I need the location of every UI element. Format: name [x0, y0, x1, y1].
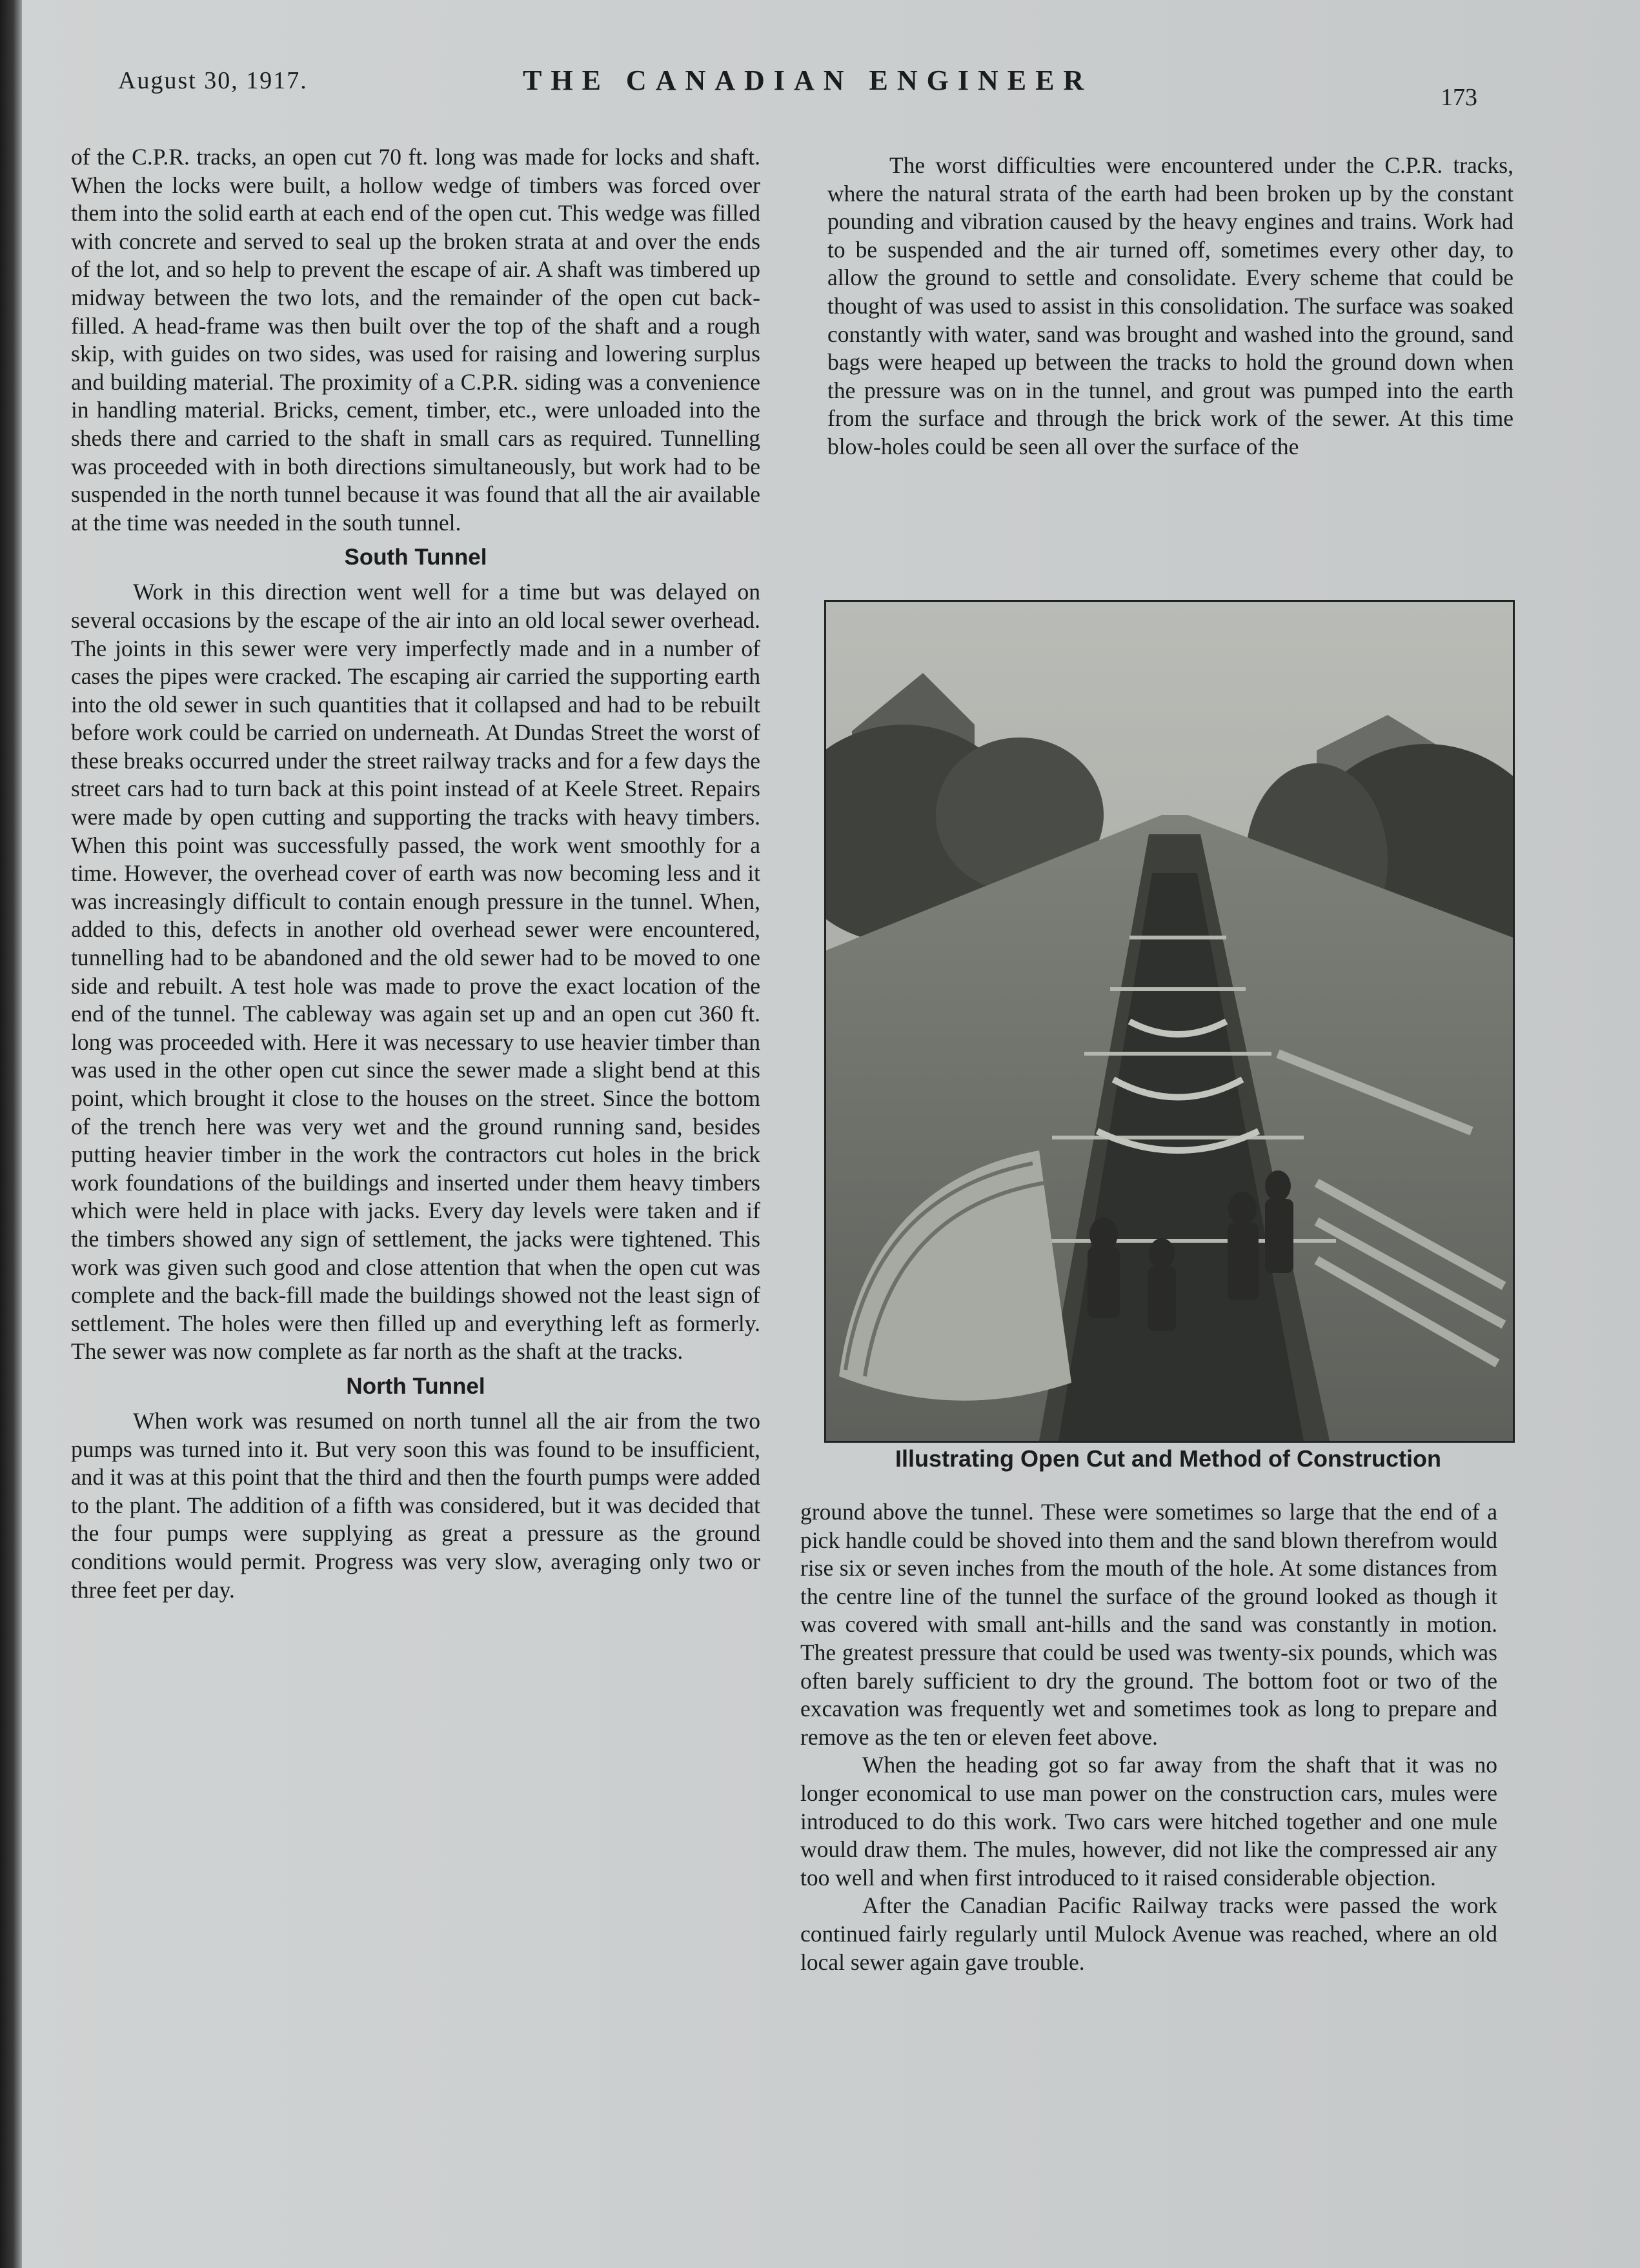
left-column	[71, 143, 760, 1604]
issue-date: August 30, 1917.	[118, 67, 308, 94]
paragraph-mulock-avenue: After the Canadian Pacific Railway tracks were passed the work continued fairly regularly until Mulock Avenue was reached, where an old local sewer again gave trouble.	[800, 1892, 1497, 1975]
paragraph-south-tunnel: Work in this direction went well for a time but was delayed on several occasions by the escape of the air into an old local sewer overhead. The joints in this sewer were very imperfectly made and in a number of cases the pipes were cracked. The escaping air carried the supporting earth into the old sewer in such quantities that it collapsed and had to be rebuilt before work could be carried on underneath. At Dundas Street the worst of these breaks occurred under the street railway tracks and for a few days the street cars had to turn back at this point instead of at Keele Street. Repairs were made by open cutting and supporting the tracks with heavy timbers. When this point was successfully passed, the work went smoothly for a time. However, the overhead cover of earth was now becoming less and it was increasingly difficult to contain enough pressure in the tunnel. When, added to this, defects in another old overhead sewer were encountered, tunnelling had to be abandoned and the old sewer had to be moved to one side and rebuilt. A test hole was made to prove the exact location of the end of the tunnel. The cableway was again set up and an open cut 360 ft. long was proceeded with. Here it was necessary to use heavier timber than was used in the other open cut since the sewer made a slight bend at this point, which brought it close to the houses on the street. Since the bottom of the trench here was very wet and the ground running sand, besides putting heavier timber in the work the contractors cut holes in the brick work foundations of the buildings and inserted under them heavy timbers which were held in place with jacks. Every day levels were taken and if the timbers showed any sign of settlement, the jacks were tightened. This work was given such good and close attention that when the open cut was complete and the back-fill made the buildings showed not the least sign of settlement. The holes were then filled up and everything left as formerly. The sewer was now complete as far north as the shaft at the tracks.	[71, 579, 760, 1365]
journal-title: THE CANADIAN ENGINEER	[523, 65, 1093, 96]
section-heading-south-tunnel: South Tunnel	[344, 545, 487, 570]
paragraph-cpr-difficulties: The worst difficulties were encountered under the C.P.R. tracks, where the natural strata of the earth had been broken up by the constant pounding and vibration caused by the heavy engines and trains. Work had to be suspended and the air turned off, sometimes every other day, to allow the ground to settle and consolidate. Every scheme that could be thought of was used to assist in this consolidation. The surface was soaked constantly with water, sand was brought and washed into the ground, sand bags were heaped up between the tracks to hold the ground down when the pressure was on in the tunnel, and grout was pumped into the earth from the surface and through the brick work of the sewer. At this time blow-holes could be seen all over the surface of the	[827, 152, 1513, 459]
section-heading-north-tunnel: North Tunnel	[346, 1373, 485, 1399]
paragraph-mules: When the heading got so far away from the shaft that it was no longer economical to use man power on the construction cars, mules were introduced to do this work. Two cars were hitched together and one mule would draw them. The mules, however, did not like the compressed air any too well and when first introduced to it raised considerable objection.	[800, 1752, 1497, 1891]
right-column-top	[827, 152, 1513, 461]
binding-spine	[0, 0, 22, 2268]
paragraph-north-tunnel: When work was resumed on north tunnel all the air from the two pumps was turned into it. But very soon this was found to be insufficient, and it was at this point that the third and then the fourth pumps were added to the plant. The addition of a fifth was considered, but it was decided that the four pumps were supplying as great a pressure as the ground conditions would permit. Progress was very slow, averaging only two or three feet per day.	[71, 1407, 760, 1603]
page-number: 173	[1441, 84, 1477, 111]
paragraph-blow-holes: ground above the tunnel. These were sometimes so large that the end of a pick handle could be shoved into them and the sand blown therefrom would rise six or seven inches from the mouth of the hole. At some distances from the centre line of the tunnel the surface of the ground looked as though it was covered with small ant-hills and the sand was constantly in motion. The greatest pressure that could be used was twenty-six pounds, which was often barely sufficient to dry the ground. The bottom foot or two of the excavation was frequently wet and sometimes took as long to prepare and remove as the ten or eleven feet above.	[800, 1499, 1497, 1750]
figure-caption: Illustrating Open Cut and Method of Construction	[895, 1445, 1441, 1472]
construction-photograph	[824, 600, 1515, 1443]
paragraph-intro: of the C.P.R. tracks, an open cut 70 ft. long was made for locks and shaft. When the locks were built, a hollow wedge of timbers was forced over them into the solid earth at each end of the open cut. This wedge was filled with concrete and served to seal up the broken strata at and over the ends of the lot, and so help to prevent the escape of air. A shaft was timbered up midway between the two lots, and the remainder of the open cut back-filled. A head-frame was then built over the top of the shaft and a rough skip, with guides on two sides, was used for raising and lowering surplus and building material. The proximity of a C.P.R. siding was a convenience in handling material. Bricks, cement, timber, etc., were unloaded into the sheds there and carried to the shaft in small cars as required. Tunnelling was proceeded with in both directions simultaneously, but work had to be suspended in the north tunnel because it was found that all the air available at the time was needed in the south tunnel.	[71, 144, 760, 536]
open-cut-photo-illustration	[826, 602, 1513, 1441]
running-header	[0, 61, 1640, 113]
right-column-bottom	[800, 1498, 1497, 1976]
